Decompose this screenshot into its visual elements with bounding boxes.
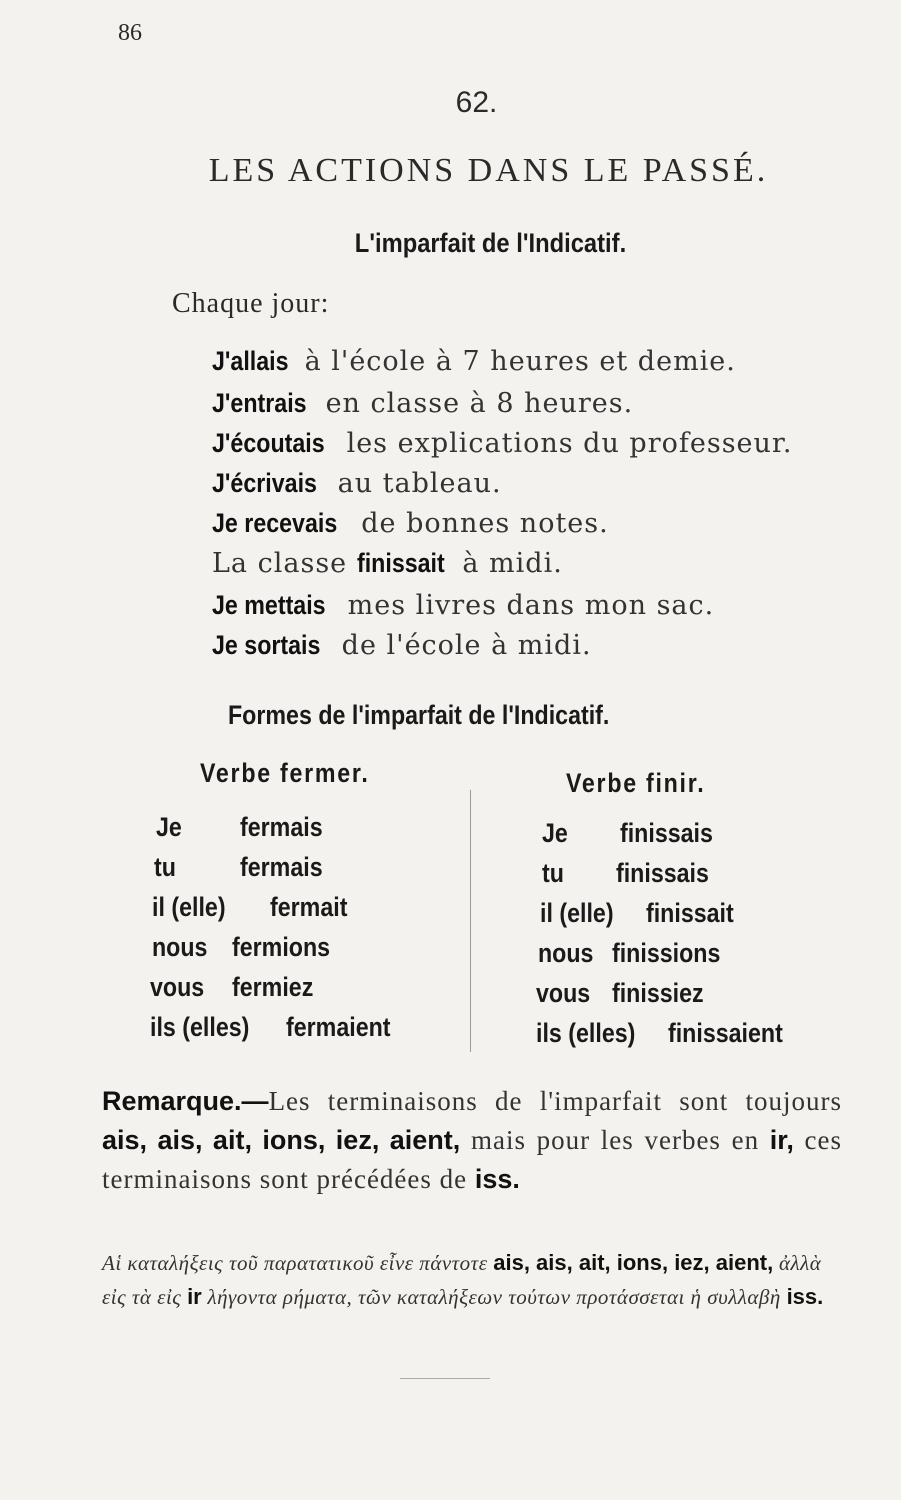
sentence-rest: de bonnes notes. — [351, 508, 609, 539]
finir-heading: Verbe finir. — [566, 768, 706, 798]
page-number: 86 — [118, 20, 142, 46]
finir-form: finissait — [646, 898, 734, 928]
remarque-text: Les terminaisons de l'imparfait sont toujours — [268, 1086, 842, 1116]
sentence-rest: de l'école à midi. — [332, 630, 592, 661]
finir-pronoun: ils (elles) — [536, 1018, 636, 1048]
finir-form: finissions — [612, 938, 721, 968]
fermer-form: fermaient — [286, 1012, 391, 1042]
fermer-pronoun: ils (elles) — [150, 1012, 250, 1042]
remarque-label: Remarque.— — [102, 1086, 269, 1116]
greek-paragraph — [102, 1246, 842, 1314]
sentence-line — [212, 590, 714, 621]
greek-iss: iss. — [786, 1284, 824, 1309]
greek-endings: ais, ais, ait, ions, iez, aient, — [493, 1250, 774, 1275]
greek-text: Αἱ καταλήξεις τοῦ παρατατικοῦ εἶνε πάντοτε — [102, 1251, 494, 1275]
sentence-line — [212, 508, 609, 539]
fermer-pronoun: il (elle) — [152, 892, 226, 922]
sentence-verb: Je mettais — [212, 590, 326, 620]
sentence-rest: en classe à 8 heures. — [315, 388, 634, 419]
fermer-pronoun: nous — [152, 932, 208, 962]
sentence-prefix: La classe — [212, 548, 357, 579]
sentence-rest: à l'école à 7 heures et demie. — [295, 346, 736, 377]
finir-pronoun: tu — [542, 858, 564, 888]
finir-form: finissiez — [612, 978, 704, 1008]
page-title: LES ACTIONS DANS LE PASSÉ. — [208, 152, 769, 189]
sentence-verb: J'écoutais — [212, 428, 325, 458]
greek-text: ἀλλὰ εἰς τὰ εἰς — [102, 1251, 822, 1309]
sentence-rest: à midi. — [452, 548, 563, 579]
sentence-verb: J'allais — [212, 346, 289, 376]
forms-heading: Formes de l'imparfait de l'Indicatif. — [228, 700, 610, 730]
fermer-form: fermais — [240, 852, 323, 882]
fermer-pronoun: Je — [156, 812, 182, 842]
fermer-pronoun: tu — [154, 852, 176, 882]
fermer-form: fermiez — [232, 972, 314, 1002]
sentence-verb: Je recevais — [212, 508, 338, 538]
remarque-ir: ir, — [769, 1125, 794, 1155]
sentence-verb: J'entrais — [212, 388, 307, 418]
sentence-rest: mes livres dans mon sac. — [338, 590, 715, 621]
finir-form: finissais — [620, 818, 713, 848]
sentence-rest: au tableau. — [328, 468, 502, 499]
fermer-pronoun: vous — [150, 972, 205, 1002]
greek-ir: ir — [187, 1284, 202, 1309]
fermer-heading: Verbe fermer. — [200, 758, 370, 788]
lesson-number: 62. — [455, 86, 498, 119]
remarque-text: mais pour les verbes en — [460, 1125, 770, 1155]
section-subtitle: L'imparfait de l'Indicatif. — [354, 228, 627, 258]
remarque-iss: iss. — [474, 1164, 520, 1194]
remarque-endings: ais, ais, ait, ions, iez, aient, — [102, 1125, 461, 1155]
finir-pronoun: il (elle) — [540, 898, 614, 928]
sentence-line — [212, 346, 736, 377]
finir-pronoun: nous — [538, 938, 594, 968]
intro-text: Chaque jour: — [172, 288, 330, 319]
sentence-line — [212, 468, 502, 499]
sentence-line — [212, 388, 633, 419]
column-divider — [470, 790, 471, 1052]
fermer-form: fermais — [240, 812, 323, 842]
remarque-paragraph — [102, 1082, 842, 1199]
finir-form: finissais — [616, 858, 709, 888]
fermer-form: fermait — [270, 892, 348, 922]
sentence-line — [212, 428, 792, 459]
sentence-line — [212, 548, 563, 579]
sentence-verb: J'écrivais — [212, 468, 317, 498]
finir-form: finissaient — [668, 1018, 783, 1048]
finir-pronoun: Je — [542, 818, 568, 848]
fermer-form: fermions — [232, 932, 331, 962]
sentence-line — [212, 630, 592, 661]
sentence-verb: Je sortais — [212, 630, 321, 660]
footer-rule — [400, 1378, 490, 1379]
greek-text: λήγοντα ρήματα, τῶν καταλήξεων τούτων προτάσσεται ἡ συλλαβὴ — [201, 1285, 787, 1309]
sentence-rest: les explications du professeur. — [336, 428, 793, 459]
sentence-verb: finissait — [356, 548, 445, 578]
finir-pronoun: vous — [536, 978, 591, 1008]
remarque-text: ces terminaisons sont précédées de — [102, 1125, 842, 1194]
